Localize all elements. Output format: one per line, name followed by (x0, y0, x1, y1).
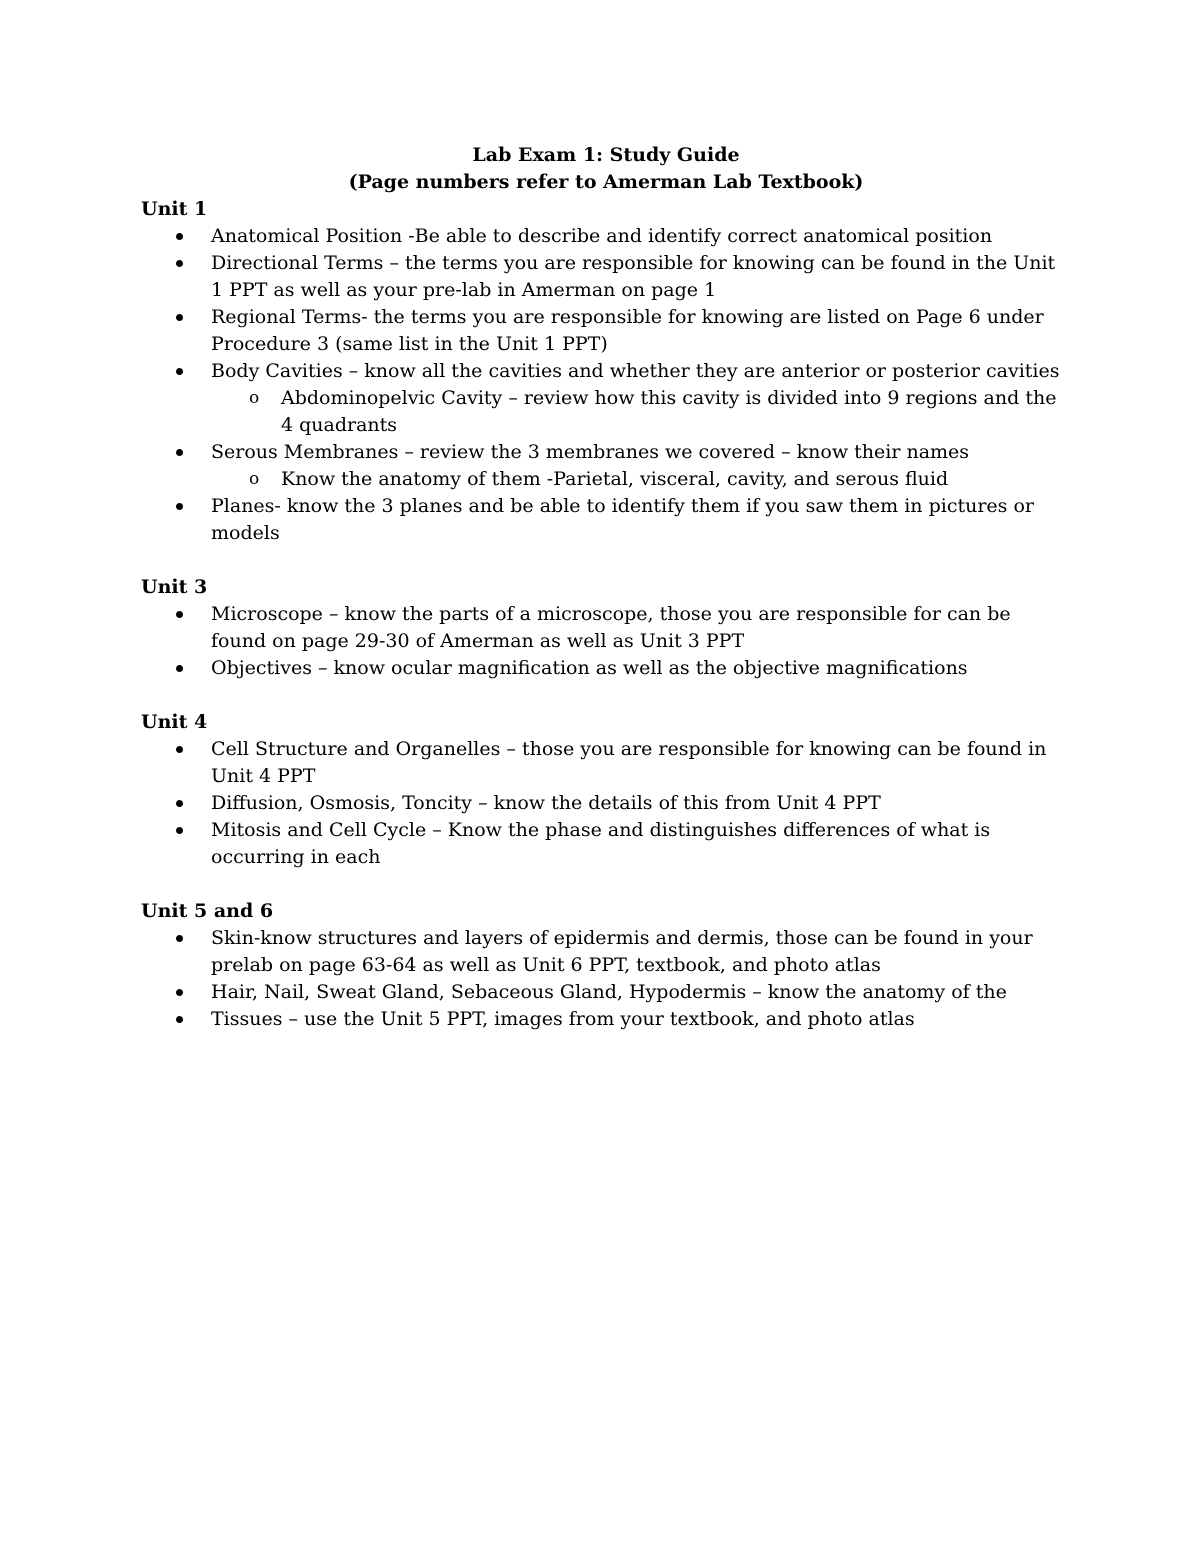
document-title: Lab Exam 1: Study Guide (472, 144, 740, 166)
list-item (141, 925, 1071, 979)
list-item-text: Skin-know structures and layers of epidermis and dermis, those can be found in your prelab on page 63-64 as well as Unit 6 PPT, textbook, and photo atlas (211, 927, 1033, 976)
list-item-text: Planes- know the 3 planes and be able to identify them if you saw them in pictures or models (211, 495, 1034, 544)
bullet-icon (176, 260, 183, 267)
bullet-icon (176, 935, 183, 942)
unit-heading: Unit 5 and 6 (141, 900, 274, 922)
unit-section-5-6 (141, 898, 1071, 1033)
circle-bullet-icon: o (249, 469, 260, 489)
list-item-text: Anatomical Position -Be able to describe and identify correct anatomical position (211, 225, 993, 247)
bullet-icon (176, 503, 183, 510)
sub-list (211, 385, 1071, 439)
bullet-icon (176, 989, 183, 996)
bullet-icon (176, 665, 183, 672)
document-subtitle: (Page numbers refer to Amerman Lab Textbook) (348, 171, 864, 193)
list-item-text: Tissues – use the Unit 5 PPT, images from your textbook, and photo atlas (211, 1008, 915, 1030)
title-block (141, 142, 1071, 196)
list-item-text: Diffusion, Osmosis, Toncity – know the details of this from Unit 4 PPT (211, 792, 881, 814)
bullet-list (141, 223, 1071, 547)
bullet-icon (176, 800, 183, 807)
bullet-icon (176, 368, 183, 375)
list-item-text: Microscope – know the parts of a microscope, those you are responsible for can be found on page 29-30 of Amerman as well as Unit 3 PPT (211, 603, 1011, 652)
list-item (141, 979, 1071, 1006)
unit-heading: Unit 1 (141, 198, 208, 220)
list-item (141, 223, 1071, 250)
list-item-text: Regional Terms- the terms you are responsible for knowing are listed on Page 6 under Procedure 3 (same list in the Unit 1 PPT) (211, 306, 1044, 355)
bullet-icon (176, 233, 183, 240)
unit-heading: Unit 3 (141, 576, 208, 598)
bullet-icon (176, 449, 183, 456)
list-item (141, 736, 1071, 790)
unit-section-3 (141, 574, 1071, 682)
list-item (141, 817, 1071, 871)
list-item (141, 1006, 1071, 1033)
list-item-text: Cell Structure and Organelles – those you are responsible for knowing can be found in Unit 4 PPT (211, 738, 1047, 787)
sub-list (211, 466, 1071, 493)
list-item (141, 655, 1071, 682)
list-item (141, 250, 1071, 304)
bullet-icon (176, 314, 183, 321)
list-item-text: Directional Terms – the terms you are responsible for knowing can be found in the Unit 1 PPT as well as your pre-lab in Amerman on page 1 (211, 252, 1056, 301)
bullet-icon (176, 827, 183, 834)
bullet-icon (176, 611, 183, 618)
unit-section-1 (141, 196, 1071, 547)
list-item-text: Body Cavities – know all the cavities and whether they are anterior or posterior cavities (211, 360, 1060, 382)
circle-bullet-icon: o (249, 388, 260, 408)
list-item (141, 601, 1071, 655)
document-content (141, 142, 1071, 1033)
bullet-list (141, 736, 1071, 871)
list-item-text: Objectives – know ocular magnification as well as the objective magnifications (211, 657, 968, 679)
list-item (141, 439, 1071, 493)
bullet-icon (176, 746, 183, 753)
list-item (141, 493, 1071, 547)
sub-list-item (211, 466, 1071, 493)
list-item-text: Serous Membranes – review the 3 membranes we covered – know their names (211, 441, 970, 463)
sub-list-item-text: Know the anatomy of them -Parietal, visceral, cavity, and serous fluid (281, 468, 949, 490)
list-item (141, 304, 1071, 358)
bullet-list (141, 925, 1071, 1033)
bullet-list (141, 601, 1071, 682)
list-item-text: Mitosis and Cell Cycle – Know the phase and distinguishes differences of what is occurring in each (211, 819, 991, 868)
unit-section-4 (141, 709, 1071, 871)
sub-list-item (211, 385, 1071, 439)
list-item (141, 358, 1071, 439)
unit-heading: Unit 4 (141, 711, 208, 733)
sub-list-item-text: Abdominopelvic Cavity – review how this cavity is divided into 9 regions and the 4 quadrants (281, 387, 1057, 436)
bullet-icon (176, 1016, 183, 1023)
list-item (141, 790, 1071, 817)
list-item-text: Hair, Nail, Sweat Gland, Sebaceous Gland, Hypodermis – know the anatomy of the (211, 981, 1007, 1003)
